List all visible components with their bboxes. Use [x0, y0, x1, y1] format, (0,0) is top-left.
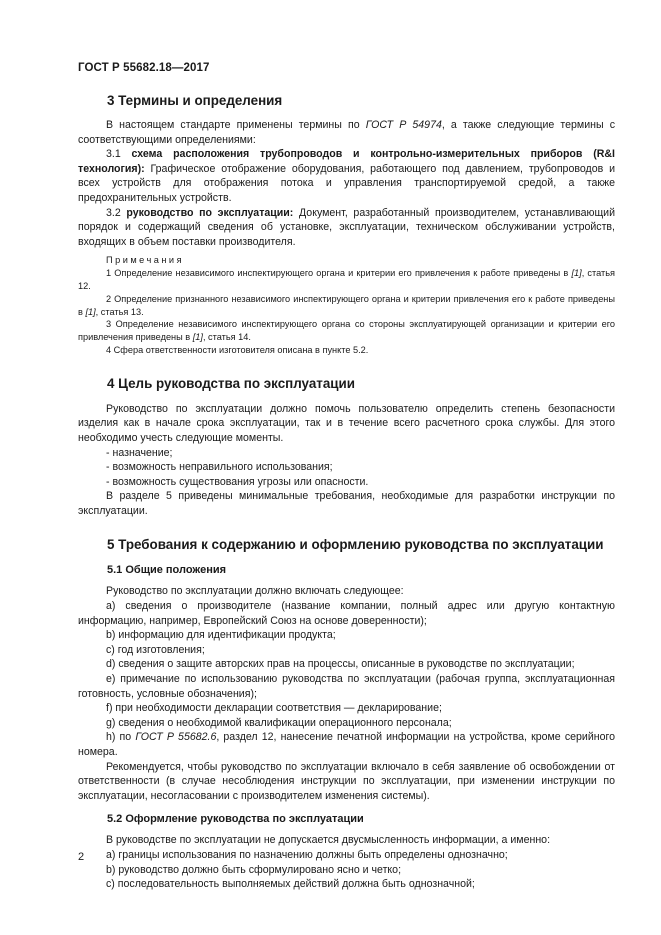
s51-item-h: [78, 730, 615, 759]
note-2-text-end: , статья 13.: [95, 306, 144, 317]
note-3: [78, 318, 615, 344]
s51-item-h-reference: ГОСТ Р 55682.6: [135, 731, 217, 744]
s51-item-d: d) сведения о защите авторских прав на процессы, описанные в руководстве по эксплуатации;: [106, 658, 575, 671]
term-3-2-definition: Документ, разработанный производителем, устанавливающий порядок и содержащий сведения об установке, эксплуатации, техническом обслуживании устройств, входящих в объем поставки производителя.: [78, 206, 615, 248]
note-4: 4 Сфера ответственности изготовителя описана в пункте 5.2.: [106, 344, 369, 355]
s51-intro: Руководство по эксплуатации должно включать следующее:: [106, 585, 404, 598]
note-2-reference: [1]: [85, 306, 96, 317]
s3-intro-text: В настоящем стандарте применены термины по: [106, 119, 366, 131]
section-4-heading: 4 Цель руководства по эксплуатации: [107, 375, 355, 391]
note-3-text: 3 Определение независимого инспектирующего органа со стороны эксплуатирующей организации и критерии его привлечения приведены в: [78, 319, 615, 343]
page-number: 2: [78, 851, 85, 863]
s51-item-c: c) год изготовления;: [106, 643, 205, 656]
note-3-reference: [1]: [192, 332, 203, 343]
s52-intro: В руководстве по эксплуатации не допускается двусмысленность информации, а именно:: [106, 834, 551, 847]
s4-paragraph-2: В разделе 5 приведены минимальные требования, необходимые для разработки инструкции по эксплуатации.: [78, 490, 615, 517]
s51-item-h-text-end: , раздел 12, нанесение печатной информации на устройства, кроме серийного номера.: [78, 731, 616, 758]
note-3-text-end: , статья 14.: [202, 332, 251, 343]
s51-item-b: b) информацию для идентификации продукта;: [106, 629, 336, 642]
term-3-1: [78, 147, 615, 205]
s52-item-a: а) границы использования по назначению должны быть определены однозначно;: [106, 848, 508, 861]
subsection-5-2-heading: 5.2 Оформление руководства по эксплуатации: [107, 813, 364, 826]
s52-item-c: c) последовательность выполняемых действий должна быть однозначной;: [106, 878, 475, 891]
notes-title: Примечания: [106, 255, 185, 266]
s51-recommendation: Рекомендуется, чтобы руководство по эксплуатации включало в себя заявление об освобождении от ответственности (в случае несоблюдения инструкции по эксплуатации, при изменении инструкции по эксплуатации, несогласовании с производителем изменения системы).: [78, 760, 615, 802]
s3-intro-reference: ГОСТ Р 54974: [365, 119, 442, 131]
s51-item-e: e) примечание по использованию руководства по эксплуатации (рабочая группа, эксплуатационная готовность, условные обозначения);: [78, 673, 615, 700]
document-body: [78, 92, 615, 892]
s51-item-f: f) при необходимости декларации соответствия — декларирование;: [106, 702, 442, 715]
term-3-1-definition: Графическое отображение оборудования, работающего под давлением, трубопроводов и всех устройств для отображения потока и управления транспортируемой средой, а также предохранительных устройств.: [78, 162, 615, 204]
note-1-reference: [1]: [571, 268, 582, 279]
s52-item-b: b) руководство должно быть сформулировано ясно и четко;: [106, 863, 402, 876]
s51-item-h-text: h) по: [106, 731, 136, 744]
subsection-5-1-heading: 5.1 Общие положения: [107, 564, 227, 577]
term-3-1-number: 3.1: [106, 148, 132, 161]
section-3-heading: 3 Термины и определения: [107, 93, 283, 108]
note-2: [78, 293, 615, 319]
note-2-text: 2 Определение признанного независимого инспектирующего органа и критерии привлечения его к работе приведены в: [78, 293, 615, 317]
s51-item-g: g) сведения о необходимой квалификации операционного персонала;: [106, 716, 452, 729]
section-5-heading: 5 Требования к содержанию и оформлению руководства по эксплуатации: [107, 537, 604, 553]
s51-item-a: а) сведения о производителе (название компании, полный адрес или другую контактную информацию, например, Европейский Союз на основе доверенности);: [78, 600, 615, 627]
s4-dash-item-2: - возможность неправильного использования;: [106, 461, 333, 474]
notes-block: [78, 254, 615, 356]
term-3-2-term: руководство по эксплуатации:: [126, 206, 294, 219]
note-1: [78, 267, 615, 293]
term-3-2-number: 3.2: [106, 206, 127, 219]
s4-paragraph-1: Руководство по эксплуатации должно помочь пользователю определить степень безопасности изделия как в начале срока эксплуатации, так и в течение всего расчетного срока службы. Для этого необходимо учесть следующие моменты.: [78, 402, 615, 444]
s4-dash-item-1: - назначение;: [106, 446, 173, 459]
term-3-2: [78, 206, 615, 250]
s3-intro: [78, 118, 615, 147]
s3-intro-text-end: , а также следующие термины с соответствующими определениями:: [78, 119, 615, 146]
s4-dash-item-3: - возможность существования угрозы или опасности.: [106, 475, 369, 488]
term-3-1-term: схема расположения трубопроводов и контрольно-измерительных приборов (R&I технология):: [78, 148, 615, 175]
document-header: ГОСТ Р 55682.18—2017: [78, 62, 210, 74]
note-1-text: 1 Определение независимого инспектирующего органа и критерии его привлечения к работе приведены в: [106, 268, 572, 279]
note-1-text-end: , статья 12.: [78, 268, 616, 291]
